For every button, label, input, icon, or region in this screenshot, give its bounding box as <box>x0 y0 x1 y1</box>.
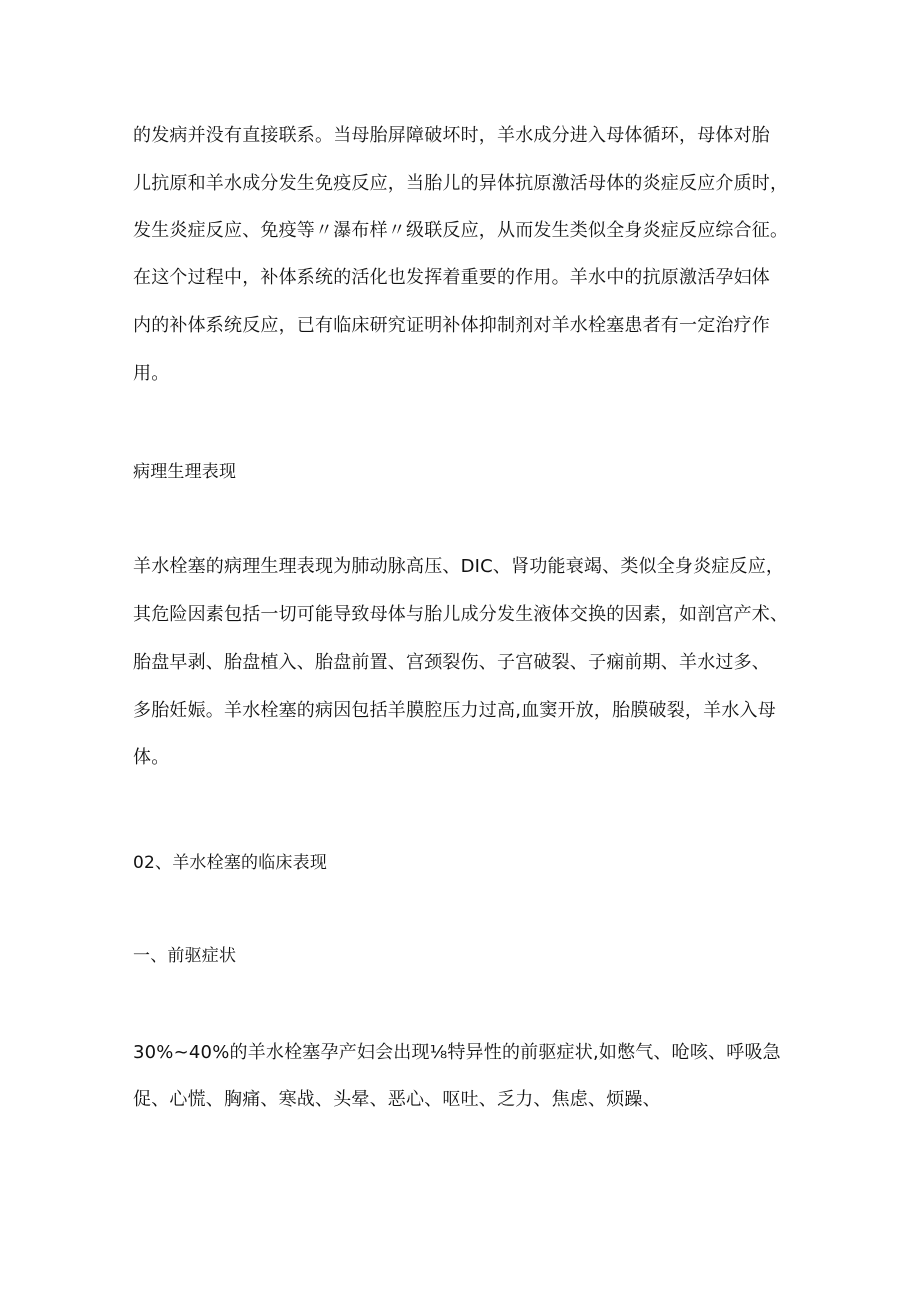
text-line: 羊水栓塞的病理生理表现为肺动脉高压、DIC、肾功能衰竭、类似全身炎症反应， <box>133 556 785 577</box>
text-line: 促、心慌、胸痛、寒战、头晕、恶心、呕吐、乏力、焦虑、烦躁、 <box>133 1089 661 1110</box>
subsection-heading-prodromal: 一、前驱症状 <box>133 946 237 966</box>
text-line: 体。 <box>133 747 170 768</box>
text-line: 多胎妊娠。羊水栓塞的病因包括羊膜腔压力过高,血窦开放，胎膜破裂，羊水入母 <box>133 700 776 721</box>
text-line: 内的补体系统反应，已有临床研究证明补体抑制剂对羊水栓塞患者有一定治疗作 <box>133 315 770 336</box>
text-line: 儿抗原和羊水成分发生免疫反应，当胎儿的异体抗原激活母体的炎症反应介质时， <box>133 173 789 194</box>
text-line: 的发病并没有直接联系。当母胎屏障破坏时，羊水成分进入母体循环，母体对胎 <box>133 125 770 146</box>
text-line: 胎盘早剥、胎盘植入、胎盘前置、宫颈裂伤、子宫破裂、子痫前期、羊水过多、 <box>133 652 770 673</box>
text-line: 其危险因素包括一切可能导致母体与胎儿成分发生液体交换的因素，如剖宫产术、 <box>133 604 789 625</box>
section-heading-pathophysiology: 病理生理表现 <box>133 462 237 482</box>
text-line: 发生炎症反应、免疫等〃瀑布样〃级联反应，从而发生类似全身炎症反应综合征。 <box>133 220 789 241</box>
text-line: 用。 <box>133 363 170 384</box>
text-line: 30%~40%的羊水栓塞孕产妇会出现⅛特异性的前驱症状,如憋气、呛咳、呼吸急 <box>133 1042 781 1063</box>
section-heading-clinical: 02、羊水栓塞的临床表现 <box>133 853 328 873</box>
text-line: 在这个过程中，补体系统的活化也发挥着重要的作用。羊水中的抗原激活孕妇体 <box>133 267 770 288</box>
